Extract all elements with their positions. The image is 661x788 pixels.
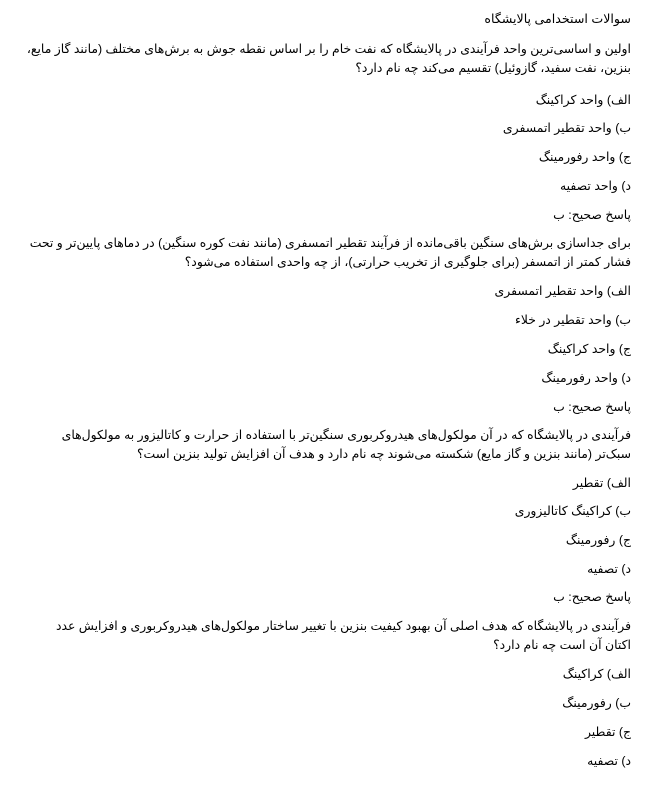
question-4-line-1: فرآیندی در پالایشگاه که هدف اصلی آن بهبود کیفیت بنزین با تغییر ساختار مولکول‌های هیدروکربوری و افزایش عدد <box>55 619 631 633</box>
question-1-answer: پاسخ صحیح: ب <box>553 208 631 222</box>
question-2-option-c: ج) واحد کراکینگ <box>547 342 631 356</box>
question-2-line-1: برای جداسازی برش‌های سنگین باقی‌مانده از فرآیند تقطیر اتمسفری (مانند نفت کوره سنگین) در دماهای پایین‌تر و تحت <box>29 236 631 250</box>
question-4-option-c: ج) تقطیر <box>584 725 631 739</box>
question-4-option-b: ب) رفورمینگ <box>562 696 631 710</box>
question-1-line-1: اولین و اساسی‌ترین واحد فرآیندی در پالایشگاه که نفت خام را بر اساس نقطه جوش به برش‌های مختلف (مانند گاز مایع، <box>26 42 631 56</box>
question-3-option-a: الف) تقطیر <box>572 476 631 490</box>
question-2-answer: پاسخ صحیح: ب <box>553 400 631 414</box>
question-3-option-b: ب) کراکینگ کاتالیزوری <box>514 504 631 518</box>
question-3-option-d: د) تصفیه <box>587 562 631 576</box>
question-2-option-b: ب) واحد تقطیر در خلاء <box>515 313 631 327</box>
question-1-option-d: د) واحد تصفیه <box>560 179 631 193</box>
question-3-line-1: فرآیندی در پالایشگاه که در آن مولکول‌های هیدروکربوری سنگین‌تر با استفاده از حرارت و کاتالیزور به مولکول‌های <box>61 428 631 442</box>
question-3-answer: پاسخ صحیح: ب <box>553 590 631 604</box>
page-title: سوالات استخدامی پالایشگاه <box>484 12 631 26</box>
question-2-option-a: الف) واحد تقطیر اتمسفری <box>494 284 631 298</box>
question-1-option-a: الف) واحد کراکینگ <box>535 93 631 107</box>
question-1-option-b: ب) واحد تقطیر اتمسفری <box>502 121 631 135</box>
question-3-option-c: ج) رفورمینگ <box>565 533 631 547</box>
question-3-line-2: سبک‌تر (مانند بنزین و گاز مایع) شکسته می‌شوند چه نام دارد و هدف آن افزایش تولید بنزین است؟ <box>136 447 631 461</box>
question-1-option-c: ج) واحد رفورمینگ <box>538 150 631 164</box>
question-4-line-2: اکتان آن است چه نام دارد؟ <box>493 638 631 652</box>
question-2-option-d: د) واحد رفورمینگ <box>541 371 631 385</box>
question-4-option-a: الف) کراکینگ <box>562 667 631 681</box>
question-1-line-2: بنزین، نفت سفید، گازوئیل) تقسیم می‌کند چه نام دارد؟ <box>355 61 631 75</box>
question-2-line-2: فشار کمتر از اتمسفر (برای جلوگیری از تخریب حرارتی)، از چه واحدی استفاده می‌شود؟ <box>184 255 631 269</box>
question-4-option-d: د) تصفیه <box>587 754 631 768</box>
